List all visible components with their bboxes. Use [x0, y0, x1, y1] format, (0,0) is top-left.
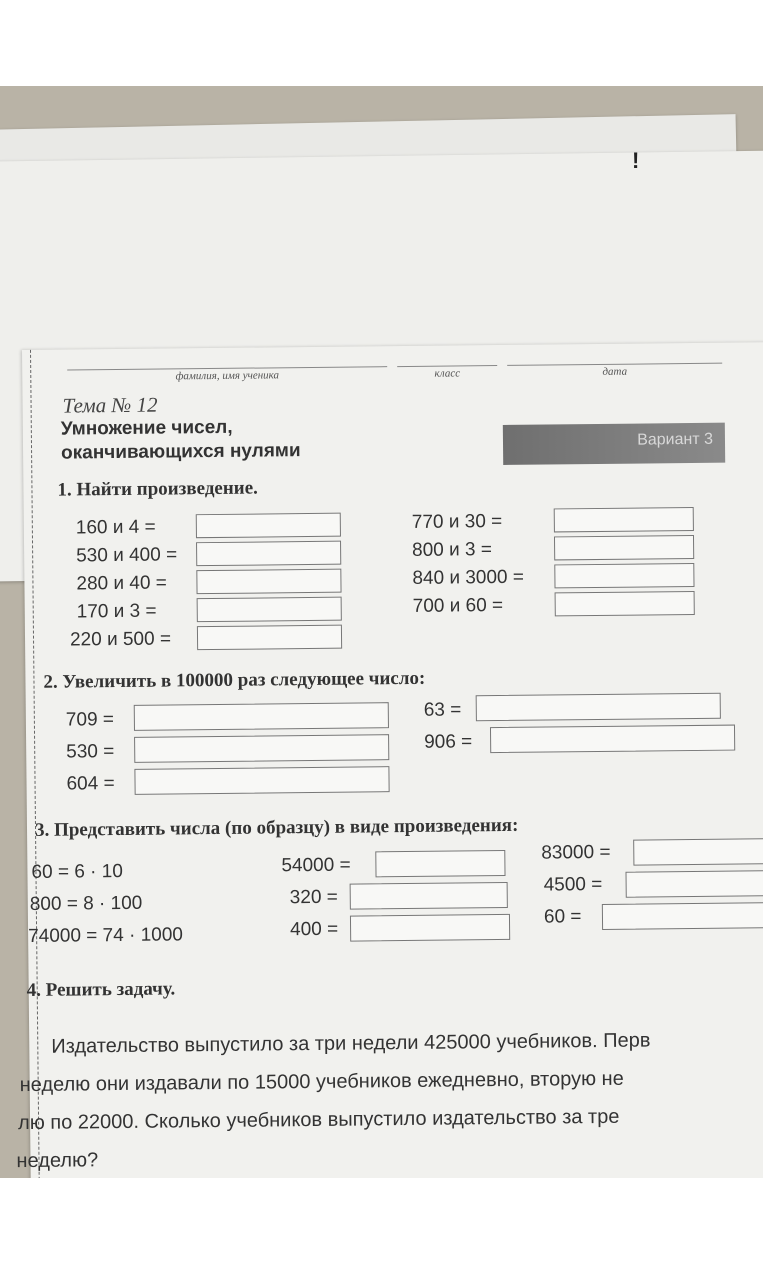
task3-expression: 4500 = — [543, 873, 603, 896]
pen-mark: ! — [632, 148, 640, 173]
title-line-2: оканчивающихся нулями — [60, 440, 301, 464]
answer-box[interactable] — [350, 882, 508, 910]
task1-expression: 160 и 4 = — [75, 516, 156, 539]
date-caption: дата — [602, 365, 628, 378]
answer-box[interactable] — [490, 725, 735, 754]
answer-box[interactable] — [633, 838, 763, 866]
task3-expression: 320 = — [289, 886, 338, 909]
task1-heading: 1. Найти произведение. — [57, 477, 258, 501]
task3-example: 800 = 8 · 100 — [29, 892, 143, 915]
task1-expression: 840 и 3000 = — [412, 566, 525, 589]
task1-expression: 170 и 3 = — [76, 600, 157, 623]
task3-expression: 83000 = — [541, 841, 611, 864]
class-caption: класс — [434, 367, 461, 380]
task2-expression: 604 = — [66, 773, 115, 795]
variant-badge: Вариант 3 — [503, 423, 725, 465]
problem-line: неделю они издавали по 15000 учебников ежедневно, вторую не — [19, 1067, 624, 1097]
task4-problem-text — [16, 1020, 763, 1178]
answer-box[interactable] — [602, 902, 763, 930]
answer-box[interactable] — [375, 850, 505, 877]
task3-expression: 54000 = — [281, 854, 351, 877]
task1-expression: 770 и 30 = — [411, 510, 503, 533]
problem-line: неделю? — [16, 1149, 99, 1173]
task3-expression: 400 = — [289, 918, 339, 941]
answer-box[interactable] — [134, 734, 389, 763]
answer-box[interactable] — [554, 507, 694, 532]
task2-expression: 63 = — [423, 699, 462, 721]
answer-box[interactable] — [476, 693, 721, 722]
task1-expression: 530 и 400 = — [76, 544, 178, 567]
task1-expression: 800 и 3 = — [412, 539, 493, 561]
title-line-1: Умножение чисел, — [60, 416, 233, 440]
task3-example: 60 = 6 · 10 — [31, 860, 123, 883]
answer-box[interactable] — [196, 541, 341, 567]
task1-expression: 220 и 500 = — [69, 628, 172, 651]
answer-box[interactable] — [555, 591, 695, 616]
topic-label: Тема № 12 — [62, 392, 158, 418]
name-caption: фамилия, имя ученика — [175, 369, 280, 383]
task4-heading: 4. Решить задачу. — [26, 978, 176, 1001]
task2-expression: 530 = — [66, 741, 115, 763]
problem-line: Издательство выпустило за три недели 425000 учебников. Перв — [51, 1029, 651, 1058]
answer-box[interactable] — [197, 625, 342, 651]
photo — [0, 86, 763, 1178]
task2-heading: 2. Увеличить в 100000 раз следующее число: — [43, 667, 426, 693]
answer-box[interactable] — [196, 513, 341, 539]
answer-box[interactable] — [134, 766, 389, 795]
answer-box[interactable] — [196, 569, 341, 595]
task1-expression: 280 и 40 = — [76, 572, 167, 595]
task1-expression: 700 и 60 = — [412, 594, 504, 617]
task2-expression: 906 = — [424, 731, 473, 753]
worksheet-page — [16, 342, 763, 1178]
answer-box[interactable] — [625, 870, 763, 898]
answer-box[interactable] — [197, 597, 342, 623]
answer-box[interactable] — [554, 563, 694, 588]
task3-example: 74000 = 74 · 1000 — [28, 924, 184, 947]
answer-box[interactable] — [554, 535, 694, 560]
task2-expression: 709 = — [65, 709, 115, 731]
problem-line: лю по 22000. Сколько учебников выпустило издательство за тре — [17, 1105, 620, 1135]
task3-expression: 60 = — [543, 906, 582, 928]
answer-box[interactable] — [350, 914, 510, 942]
answer-box[interactable] — [134, 702, 389, 731]
task3-heading: 3. Представить числа (по образцу) в виде произведения: — [34, 814, 519, 841]
